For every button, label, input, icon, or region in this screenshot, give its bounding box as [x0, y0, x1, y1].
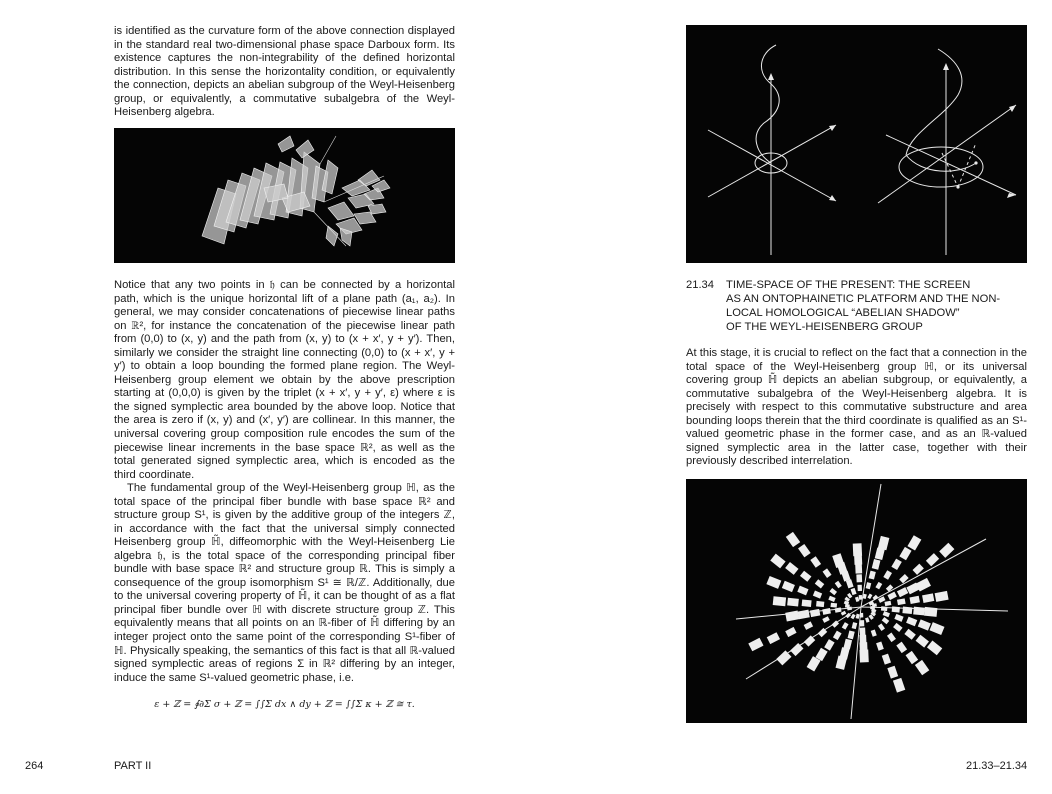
paragraph-curvature-form: is identified as the curvature form of the above connection displayed in the standard real two-dimensional phase space Darboux form. Its existence captures the non-integrability of the defined horizontal distribution. In this sense the horizontality condition, or equivalently the connection, depicts an abelian subgroup of the Weyl-Heisenberg group, or equivalently, a commutative subalgebra of the Weyl-Heisenberg algebra. [114, 25, 455, 119]
radial-block [785, 611, 799, 622]
radial-block [830, 603, 837, 608]
radial-block [875, 582, 882, 590]
paragraph-fundamental-group: The fundamental group of the Weyl-Heisenberg group ℍ, as the total space of the principal fiber bundle with base space ℝ² and structure group S¹, is given by the additive group of the integers ℤ, in accordance with the fact that the universal simply connected Heisenberg group ℍ̃, diffeomorphic with the Weyl-Heisenberg Lie algebra 𝔥, is the total space of the corresponding principal fiber bundle with base space ℝ² and structure group ℝ. This is simply a consequence of the group isomorphism S¹ ≅ ℝ/ℤ. Additionally, due to the universal covering property of ℍ̃, it can be thought of as a flat principal fiber bundle over ℍ with discrete structure group ℤ. This equivalently means that all points on an ℝ-fiber of ℍ̃ differing by an integer project onto the same point of the corresponding S¹-fiber of ℍ. Physically speaking, the semantics of this fact is that all ℝ-valued signed symplectic areas of regions Σ in ℝ² differing by an integer, induce the same S¹-valued geometric phase, i.e. [114, 482, 455, 684]
section-title [726, 278, 1026, 334]
radial-block [802, 599, 812, 607]
radial-block [855, 564, 862, 574]
radial-block [896, 642, 907, 653]
radial-block [886, 584, 893, 591]
radial-block [776, 650, 791, 665]
radial-block [878, 536, 890, 550]
radial-block [859, 650, 868, 663]
radial-block [847, 593, 852, 599]
radial-block [773, 596, 786, 606]
radial-block [918, 619, 931, 630]
paragraph-commutative-substructure: At this stage, it is crucial to reflect on the fact that a connection in the total space of the Weyl-Heisenberg group ℍ, or its universal covering group ℍ̃ depicts an abelian subgroup, or equivalently, a commutative subalgebra of the Weyl-Heisenberg algebra. It is precisely with respect to this commutative substructure and area bounding loops therein that the third coordinate is qualified as an S¹-valued geometric phase in the former case, and as an ℝ-valued signed symplectic area in the latter case, together with their previously described interrelation. [686, 347, 1027, 468]
radial-block [916, 635, 929, 648]
radial-block [816, 601, 824, 607]
radial-block [797, 586, 808, 596]
radial-block [894, 614, 903, 622]
radial-block [930, 622, 945, 635]
section-range: 21.33–21.34 [966, 760, 1028, 772]
radial-block [833, 631, 842, 641]
part-label: PART II [114, 760, 152, 772]
radial-block [841, 611, 847, 616]
radial-block [907, 535, 921, 550]
radial-block [906, 651, 919, 664]
radial-block [887, 592, 896, 600]
radial-block [883, 570, 892, 580]
radial-block [865, 617, 870, 622]
figure-radial-rectangles [686, 479, 1027, 723]
radial-block [882, 617, 890, 624]
radial-block [876, 642, 884, 651]
radial-block [939, 543, 954, 558]
radial-block [790, 643, 803, 656]
radial-block [857, 585, 862, 591]
radial-block [860, 613, 863, 618]
radial-block [785, 627, 796, 637]
radial-block [856, 574, 862, 582]
radial-block [927, 641, 942, 656]
radial-block [924, 607, 937, 617]
radial-block [785, 562, 798, 575]
paragraph-horizontal-path: Notice that any two points in 𝔥 can be connected by a horizontal path, which is the unique horizontal lift of a plane path (a₁, a₂). In general, we may consider concatenations of piecewise linear paths on ℝ², for instance the concatenation of the piecewise linear path from (0,0) to (x, y) and the path from (x, y) to (x + x′, y + y′). Then, similarly we consider the straight line connecting (0,0) to (x + x′, y + y′) to obtain a loop bounding the formed plane region. The Weyl-Heisenberg group element we obtain by the above prescription starting at (0,0,0) is given by the triplet (x + x′, y + y′, ε) where ε is the signed symplectic area bounded by the above loop. Notice that the area is zero if (x, y) and (x′, y′) are collinear. In this manner, the universal covering group composition rule encodes the sum of the piecewise linear increments in the base space ℝ², as well as the total generated signed symplectic area, which is encoded as the third coordinate. [114, 279, 455, 481]
radial-block [851, 588, 857, 595]
radial-block [822, 608, 831, 615]
figure-translucent-planes [114, 128, 455, 263]
radial-block [815, 579, 825, 588]
radial-block [787, 598, 799, 607]
radial-block [893, 623, 903, 632]
radial-block [798, 544, 811, 557]
radial-block [909, 596, 919, 604]
radial-block [830, 588, 838, 595]
radial-block [897, 598, 906, 605]
section-title-line: OF THE WEYL-HEISENBERG GROUP [726, 321, 923, 333]
radial-block [902, 607, 912, 615]
radial-block [836, 656, 848, 670]
radial-block [782, 581, 795, 592]
radial-block [852, 622, 858, 629]
radial-block [892, 606, 900, 612]
radial-block [913, 564, 924, 575]
section-title-line: TIME-SPACE OF THE PRESENT: THE SCREEN [726, 279, 971, 291]
radial-block [906, 617, 917, 627]
radial-block [851, 614, 856, 620]
radial-block [887, 666, 898, 679]
radial-block [810, 556, 821, 567]
radial-block [766, 576, 781, 589]
section-title-line: LOCAL HOMOLOGICAL “ABELIAN SHADOW” [726, 307, 960, 319]
page-number: 264 [25, 760, 44, 772]
radial-block [866, 582, 872, 589]
radial-block [871, 629, 877, 636]
radial-block [853, 543, 862, 556]
radial-block [848, 630, 855, 639]
radial-block [767, 632, 780, 644]
section-title-line: AS AN ONTOPHAINETIC PLATFORM AND THE NON- [726, 293, 1001, 305]
radial-block [800, 571, 811, 582]
radial-block [832, 553, 844, 568]
radial-block [813, 591, 822, 599]
equation-geometric-phase: ε + ℤ = ∮∂Σ σ + ℤ = ∫∫Σ dx ∧ dy + ℤ = ∫∫Σ κ + ℤ ≅ τ. [154, 699, 415, 710]
radial-block [810, 609, 820, 617]
radial-block [873, 595, 879, 600]
radial-block [824, 639, 834, 650]
radial-block [798, 610, 810, 620]
radial-block [828, 596, 835, 602]
radial-block [860, 627, 866, 635]
radial-block [842, 622, 849, 630]
radial-block [913, 607, 925, 616]
section-number: 21.34 [686, 279, 714, 291]
radial-block [887, 633, 896, 643]
radial-block [904, 629, 915, 640]
radial-block [867, 594, 872, 600]
radial-block [926, 553, 939, 566]
radial-block [878, 623, 885, 631]
radial-block [770, 554, 785, 569]
radial-block [835, 581, 842, 589]
radial-block [823, 568, 832, 578]
radial-block [899, 547, 911, 560]
radial-block [893, 678, 905, 693]
radial-block [822, 616, 829, 623]
figure-helical-lifts [686, 25, 1027, 263]
radial-block [860, 620, 865, 626]
radial-block [872, 559, 881, 570]
radial-block [835, 607, 842, 612]
radial-block [922, 593, 934, 603]
radial-block [883, 611, 890, 617]
radial-block [915, 660, 929, 675]
radial-block [859, 595, 862, 600]
radial-block [881, 606, 888, 611]
radial-block [884, 601, 891, 606]
radial-block [869, 571, 876, 580]
radial-block [891, 559, 901, 570]
radial-block [897, 587, 908, 597]
radial-block [935, 591, 949, 602]
radial-block [786, 532, 800, 547]
radial-block [748, 638, 763, 652]
radial-block [855, 597, 860, 602]
radial-block [882, 654, 891, 665]
radial-block [856, 614, 860, 619]
radial-block [804, 621, 813, 629]
